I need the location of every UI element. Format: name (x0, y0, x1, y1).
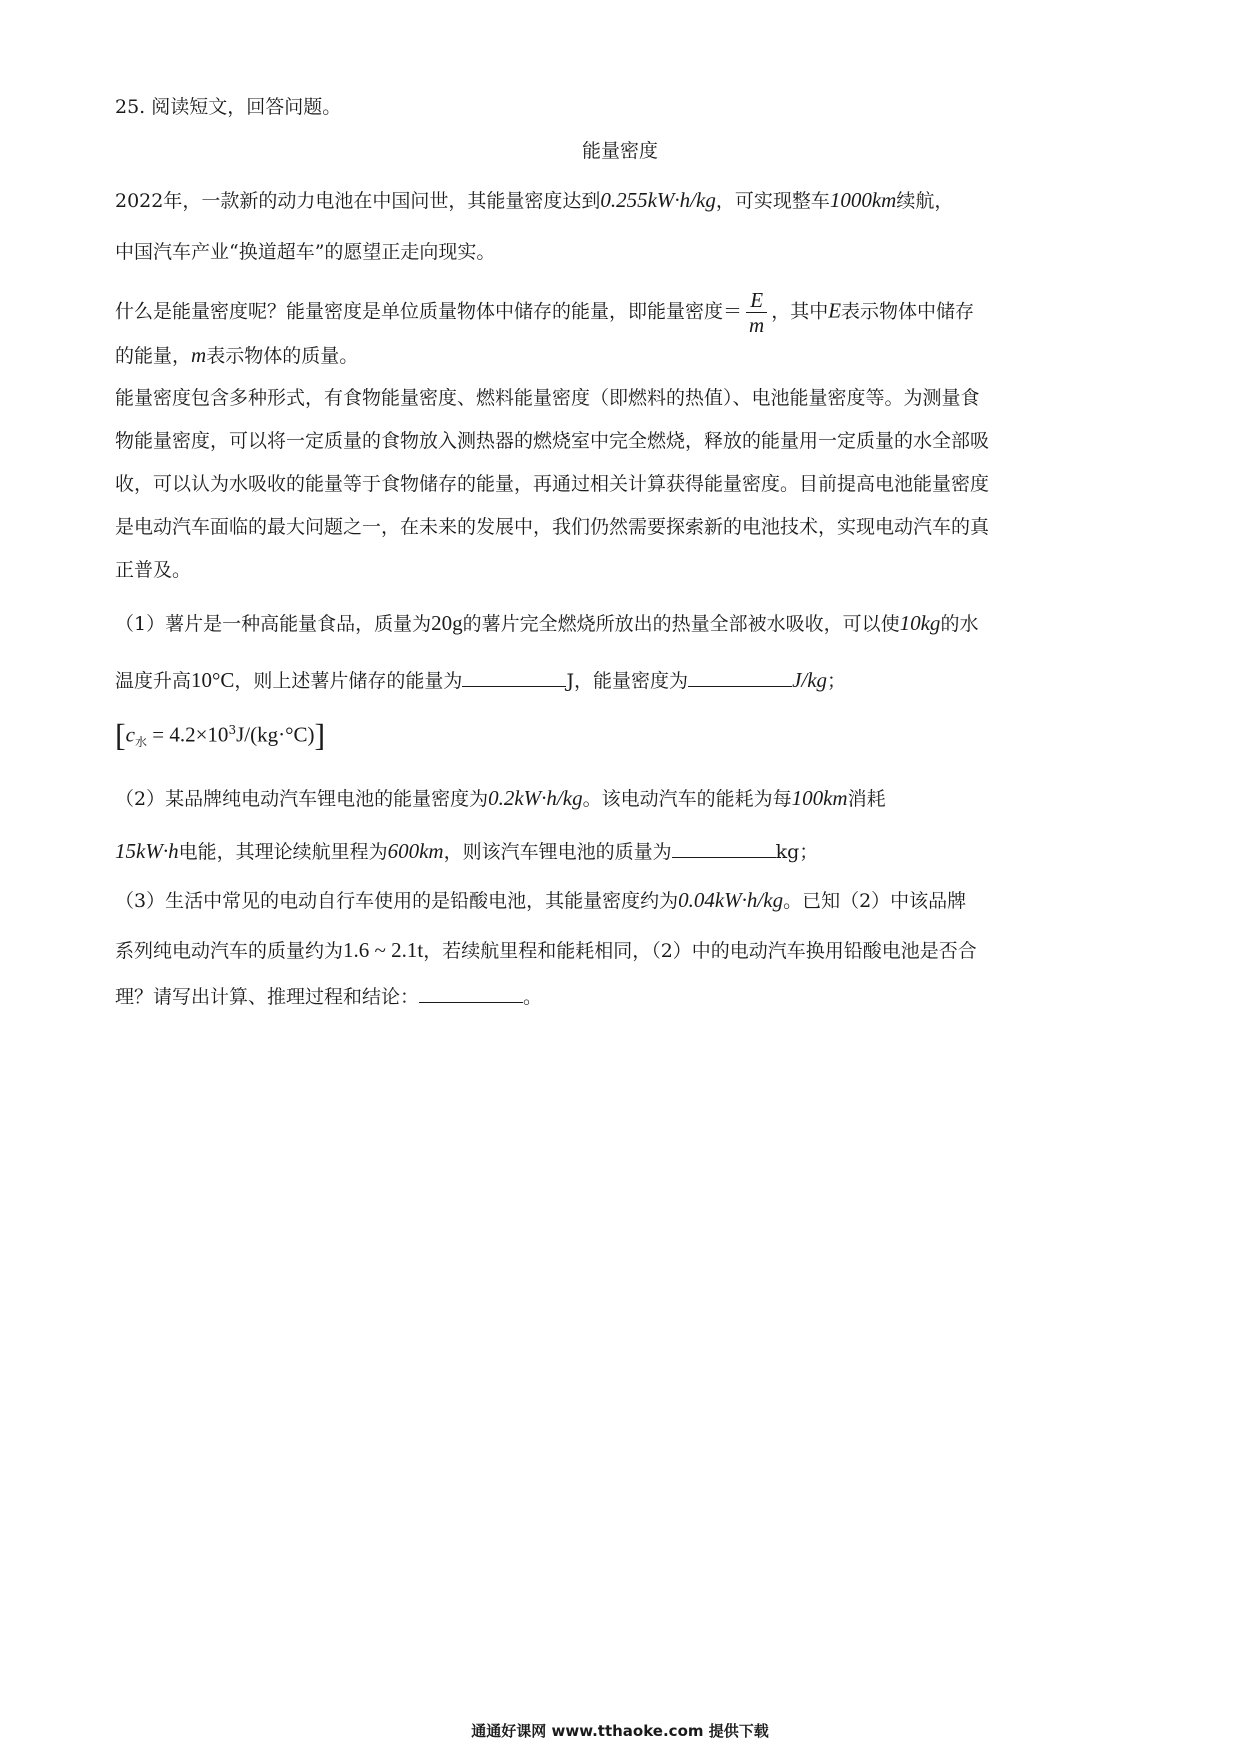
paragraph-3-line-1: 能量密度包含多种形式，有食物能量密度、燃料能量密度（即燃料的热值）、电池能量密度等。为测量食 (115, 387, 980, 409)
question-3-line-3: 理？请写出计算、推理过程和结论： 。 (115, 980, 542, 1012)
paragraph-3-line-2: 物能量密度，可以将一定质量的食物放入测热器的燃烧室中完全燃烧，释放的能量用一定质量的水全部吸 (115, 430, 990, 452)
question-2-line-2: 15kW·h电能，其理论续航里程为600km，则该汽车锂电池的质量为 kg； (115, 835, 818, 867)
paragraph-3-line-3: 收，可以认为水吸收的能量等于食物储存的能量，再通过相关计算获得能量密度。目前提高电池能量密度 (115, 473, 990, 495)
paragraph-3-line-4: 是电动汽车面临的最大问题之一，在未来的发展中，我们仍然需要探索新的电池技术，实现电动汽车的真 (115, 516, 990, 538)
paragraph-3-line-5: 正普及。 (115, 559, 192, 581)
question-1-formula: $[c_水 = 4.2\times 10^3J/(kg\cdot^\circ C)]$ (115, 716, 326, 753)
question-heading: 25. 阅读短文，回答问题。 (115, 96, 342, 118)
answer-blank-energy-density[interactable] (688, 664, 792, 687)
question-3-line-2: 系列纯电动汽车的质量约为1.6 ~ 2.1t，若续航里程和能耗相同，（2）中的电动汽车换用铅酸电池是否合 (115, 938, 977, 962)
question-2-line-1: （2）某品牌纯电动汽车锂电池的能量密度为0.2kW·h/kg。该电动汽车的能耗为每100km消耗 (115, 786, 886, 810)
paragraph-1-line-1: 2022年，一款新的动力电池在中国问世，其能量密度达到0.255kW·h/kg，可实现整车1000km续航， (115, 188, 954, 212)
energy-density-fraction: $\frac{E}{m}$ (746, 288, 767, 337)
paragraph-1-line-2: 中国汽车产业“换道超车”的愿望正走向现实。 (115, 241, 496, 263)
paragraph-2-line-1: 什么是能量密度呢？能量密度是单位质量物体中储存的能量，即能量密度＝ $\frac{E}{m}$ ，其中E表示物体中储存 (115, 288, 975, 337)
answer-blank-reasoning[interactable] (419, 980, 523, 1003)
answer-blank-energy[interactable] (462, 664, 566, 687)
question-1-line-1: （1）薯片是一种高能量食品，质量为20g的薯片完全燃烧所放出的热量全部被水吸收，可以使10kg的水 (115, 611, 979, 635)
article-title: 能量密度 (581, 140, 658, 162)
question-3-line-1: （3）生活中常见的电动自行车使用的是铅酸电池，其能量密度约为0.04kW·h/kg。已知（2）中该品牌 (115, 888, 967, 912)
page-footer: 通通好课网 www.tthaoke.com 提供下载 (471, 1722, 769, 1740)
paragraph-2-line-2: 的能量，m表示物体的质量。 (115, 343, 359, 367)
question-1-line-2: 温度升高10°C，则上述薯片储存的能量为 J，能量密度为 J/kg； (115, 664, 846, 696)
answer-blank-battery-mass[interactable] (672, 835, 776, 858)
